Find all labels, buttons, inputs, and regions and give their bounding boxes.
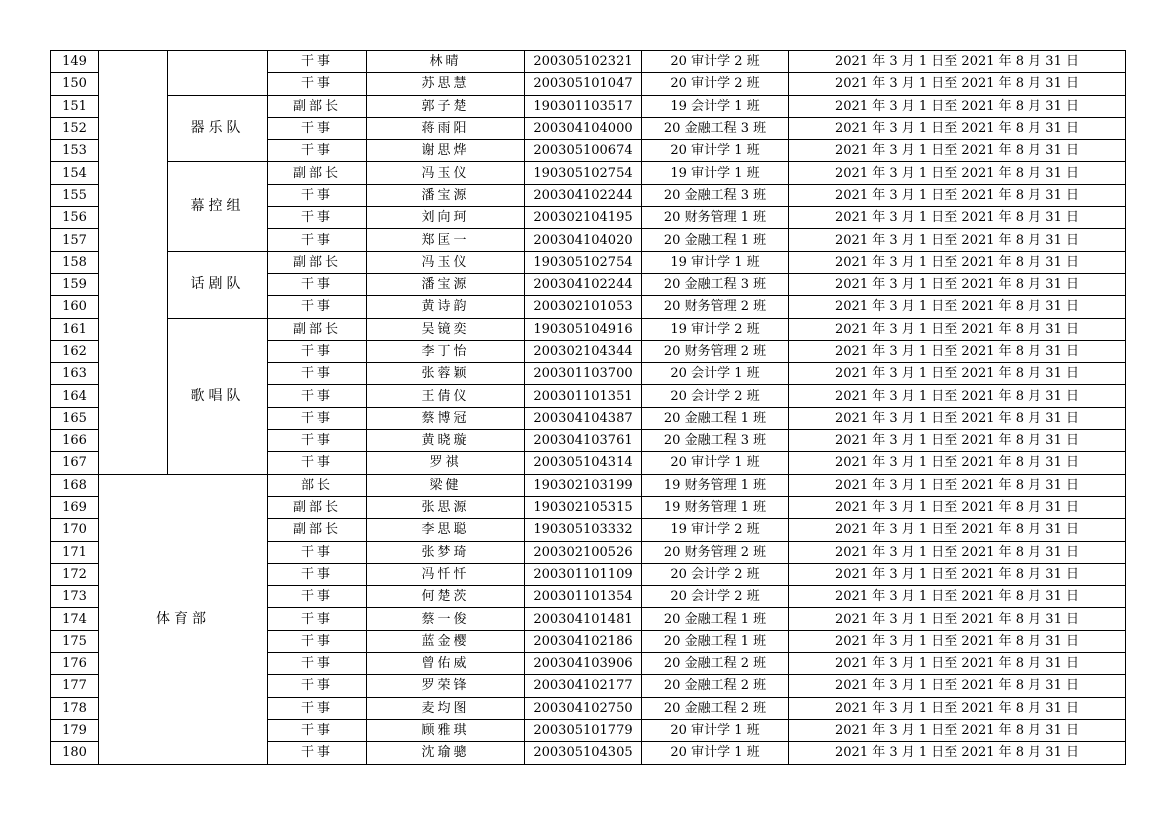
term-cell: 2021 年 3 月 1 日至 2021 年 8 月 31 日 <box>789 73 1126 95</box>
role-cell: 干事 <box>268 51 367 73</box>
student-id-cell: 200305101779 <box>525 719 642 741</box>
subgroup-cell: 歌唱队 <box>168 318 268 474</box>
student-id-cell: 200304104020 <box>525 229 642 251</box>
row-number: 161 <box>51 318 99 340</box>
student-id-cell: 200304102244 <box>525 184 642 206</box>
class-cell: 20 财务管理 2 班 <box>642 296 789 318</box>
student-id-cell: 200301101354 <box>525 586 642 608</box>
name-cell: 黄晓璇 <box>367 430 525 452</box>
row-number: 165 <box>51 407 99 429</box>
row-number: 152 <box>51 117 99 139</box>
name-cell: 吴镜奕 <box>367 318 525 340</box>
row-number: 166 <box>51 430 99 452</box>
name-cell: 刘向珂 <box>367 207 525 229</box>
row-number: 178 <box>51 697 99 719</box>
student-id-cell: 200304104000 <box>525 117 642 139</box>
table-row <box>51 318 1126 340</box>
row-number: 173 <box>51 586 99 608</box>
term-cell: 2021 年 3 月 1 日至 2021 年 8 月 31 日 <box>789 407 1126 429</box>
row-number: 155 <box>51 184 99 206</box>
student-id-cell: 200304104387 <box>525 407 642 429</box>
role-cell: 干事 <box>268 452 367 474</box>
term-cell: 2021 年 3 月 1 日至 2021 年 8 月 31 日 <box>789 251 1126 273</box>
role-cell: 副部长 <box>268 519 367 541</box>
name-cell: 李丁怡 <box>367 340 525 362</box>
name-cell: 麦均图 <box>367 697 525 719</box>
class-cell: 20 金融工程 1 班 <box>642 608 789 630</box>
term-cell: 2021 年 3 月 1 日至 2021 年 8 月 31 日 <box>789 95 1126 117</box>
term-cell: 2021 年 3 月 1 日至 2021 年 8 月 31 日 <box>789 430 1126 452</box>
term-cell: 2021 年 3 月 1 日至 2021 年 8 月 31 日 <box>789 697 1126 719</box>
term-cell: 2021 年 3 月 1 日至 2021 年 8 月 31 日 <box>789 385 1126 407</box>
role-cell: 副部长 <box>268 318 367 340</box>
class-cell: 20 金融工程 1 班 <box>642 407 789 429</box>
student-id-cell: 200301101109 <box>525 563 642 585</box>
role-cell: 干事 <box>268 363 367 385</box>
term-cell: 2021 年 3 月 1 日至 2021 年 8 月 31 日 <box>789 563 1126 585</box>
role-cell: 干事 <box>268 229 367 251</box>
student-id-cell: 190302103199 <box>525 474 642 496</box>
class-cell: 20 审计学 1 班 <box>642 452 789 474</box>
student-id-cell: 200305104305 <box>525 742 642 764</box>
role-cell: 副部长 <box>268 251 367 273</box>
class-cell: 20 金融工程 3 班 <box>642 273 789 295</box>
student-id-cell: 200305101047 <box>525 73 642 95</box>
student-id-cell: 200302101053 <box>525 296 642 318</box>
term-cell: 2021 年 3 月 1 日至 2021 年 8 月 31 日 <box>789 541 1126 563</box>
class-cell: 19 财务管理 1 班 <box>642 474 789 496</box>
row-number: 160 <box>51 296 99 318</box>
subgroup-cell <box>168 51 268 96</box>
name-cell: 梁健 <box>367 474 525 496</box>
department-cell: 体育部 <box>99 474 268 764</box>
role-cell: 干事 <box>268 719 367 741</box>
class-cell: 20 审计学 2 班 <box>642 51 789 73</box>
row-number: 169 <box>51 496 99 518</box>
student-id-cell: 190305102754 <box>525 251 642 273</box>
row-number: 151 <box>51 95 99 117</box>
term-cell: 2021 年 3 月 1 日至 2021 年 8 月 31 日 <box>789 273 1126 295</box>
class-cell: 19 审计学 2 班 <box>642 519 789 541</box>
role-cell: 干事 <box>268 653 367 675</box>
term-cell: 2021 年 3 月 1 日至 2021 年 8 月 31 日 <box>789 719 1126 741</box>
term-cell: 2021 年 3 月 1 日至 2021 年 8 月 31 日 <box>789 496 1126 518</box>
row-number: 164 <box>51 385 99 407</box>
student-id-cell: 200304102177 <box>525 675 642 697</box>
class-cell: 20 会计学 2 班 <box>642 385 789 407</box>
class-cell: 20 金融工程 3 班 <box>642 184 789 206</box>
term-cell: 2021 年 3 月 1 日至 2021 年 8 月 31 日 <box>789 162 1126 184</box>
name-cell: 沈瑜骢 <box>367 742 525 764</box>
student-id-cell: 200305104314 <box>525 452 642 474</box>
class-cell: 20 财务管理 1 班 <box>642 207 789 229</box>
name-cell: 郭子楚 <box>367 95 525 117</box>
name-cell: 曾佑威 <box>367 653 525 675</box>
term-cell: 2021 年 3 月 1 日至 2021 年 8 月 31 日 <box>789 608 1126 630</box>
class-cell: 20 金融工程 3 班 <box>642 117 789 139</box>
term-cell: 2021 年 3 月 1 日至 2021 年 8 月 31 日 <box>789 630 1126 652</box>
class-cell: 20 金融工程 3 班 <box>642 430 789 452</box>
term-cell: 2021 年 3 月 1 日至 2021 年 8 月 31 日 <box>789 318 1126 340</box>
name-cell: 蓝金樱 <box>367 630 525 652</box>
row-number: 172 <box>51 563 99 585</box>
term-cell: 2021 年 3 月 1 日至 2021 年 8 月 31 日 <box>789 184 1126 206</box>
role-cell: 干事 <box>268 563 367 585</box>
class-cell: 20 会计学 2 班 <box>642 586 789 608</box>
table-row <box>51 95 1126 117</box>
role-cell: 干事 <box>268 407 367 429</box>
role-cell: 干事 <box>268 207 367 229</box>
student-id-cell: 200304101481 <box>525 608 642 630</box>
row-number: 170 <box>51 519 99 541</box>
class-cell: 19 审计学 1 班 <box>642 162 789 184</box>
name-cell: 何楚茨 <box>367 586 525 608</box>
name-cell: 蔡博冠 <box>367 407 525 429</box>
role-cell: 副部长 <box>268 162 367 184</box>
row-number: 163 <box>51 363 99 385</box>
term-cell: 2021 年 3 月 1 日至 2021 年 8 月 31 日 <box>789 474 1126 496</box>
row-number: 149 <box>51 51 99 73</box>
class-cell: 19 财务管理 1 班 <box>642 496 789 518</box>
term-cell: 2021 年 3 月 1 日至 2021 年 8 月 31 日 <box>789 207 1126 229</box>
term-cell: 2021 年 3 月 1 日至 2021 年 8 月 31 日 <box>789 229 1126 251</box>
row-number: 180 <box>51 742 99 764</box>
student-id-cell: 190301103517 <box>525 95 642 117</box>
row-number: 158 <box>51 251 99 273</box>
row-number: 167 <box>51 452 99 474</box>
name-cell: 张思源 <box>367 496 525 518</box>
name-cell: 黄诗韵 <box>367 296 525 318</box>
role-cell: 干事 <box>268 675 367 697</box>
class-cell: 20 金融工程 2 班 <box>642 675 789 697</box>
term-cell: 2021 年 3 月 1 日至 2021 年 8 月 31 日 <box>789 452 1126 474</box>
row-number: 168 <box>51 474 99 496</box>
name-cell: 潘宝源 <box>367 184 525 206</box>
student-id-cell: 200304103761 <box>525 430 642 452</box>
role-cell: 干事 <box>268 742 367 764</box>
class-cell: 20 金融工程 2 班 <box>642 653 789 675</box>
row-number: 175 <box>51 630 99 652</box>
row-number: 177 <box>51 675 99 697</box>
table-row <box>51 162 1126 184</box>
role-cell: 干事 <box>268 430 367 452</box>
row-number: 159 <box>51 273 99 295</box>
class-cell: 20 财务管理 2 班 <box>642 340 789 362</box>
role-cell: 干事 <box>268 586 367 608</box>
role-cell: 干事 <box>268 296 367 318</box>
department-cell <box>99 51 168 475</box>
row-number: 179 <box>51 719 99 741</box>
row-number: 150 <box>51 73 99 95</box>
name-cell: 张梦琦 <box>367 541 525 563</box>
row-number: 154 <box>51 162 99 184</box>
class-cell: 20 金融工程 1 班 <box>642 229 789 251</box>
term-cell: 2021 年 3 月 1 日至 2021 年 8 月 31 日 <box>789 653 1126 675</box>
name-cell: 冯玉仪 <box>367 162 525 184</box>
name-cell: 冯玉仪 <box>367 251 525 273</box>
class-cell: 20 审计学 1 班 <box>642 140 789 162</box>
role-cell: 干事 <box>268 541 367 563</box>
student-id-cell: 190305103332 <box>525 519 642 541</box>
role-cell: 副部长 <box>268 496 367 518</box>
student-id-cell: 200302104195 <box>525 207 642 229</box>
row-number: 176 <box>51 653 99 675</box>
class-cell: 20 审计学 2 班 <box>642 73 789 95</box>
term-cell: 2021 年 3 月 1 日至 2021 年 8 月 31 日 <box>789 586 1126 608</box>
term-cell: 2021 年 3 月 1 日至 2021 年 8 月 31 日 <box>789 51 1126 73</box>
row-number: 157 <box>51 229 99 251</box>
student-id-cell: 200302104344 <box>525 340 642 362</box>
role-cell: 干事 <box>268 117 367 139</box>
name-cell: 谢思烨 <box>367 140 525 162</box>
class-cell: 20 审计学 1 班 <box>642 742 789 764</box>
student-id-cell: 200304103906 <box>525 653 642 675</box>
class-cell: 20 金融工程 2 班 <box>642 697 789 719</box>
class-cell: 19 审计学 1 班 <box>642 251 789 273</box>
student-id-cell: 190302105315 <box>525 496 642 518</box>
role-cell: 干事 <box>268 73 367 95</box>
role-cell: 干事 <box>268 608 367 630</box>
name-cell: 王倩仪 <box>367 385 525 407</box>
class-cell: 20 会计学 2 班 <box>642 563 789 585</box>
table-row <box>51 51 1126 73</box>
class-cell: 19 审计学 2 班 <box>642 318 789 340</box>
role-cell: 干事 <box>268 140 367 162</box>
term-cell: 2021 年 3 月 1 日至 2021 年 8 月 31 日 <box>789 675 1126 697</box>
student-id-cell: 200301103700 <box>525 363 642 385</box>
term-cell: 2021 年 3 月 1 日至 2021 年 8 月 31 日 <box>789 117 1126 139</box>
row-number: 153 <box>51 140 99 162</box>
table-row <box>51 251 1126 273</box>
student-id-cell: 200305102321 <box>525 51 642 73</box>
name-cell: 罗祺 <box>367 452 525 474</box>
roster-table <box>50 50 1126 765</box>
row-number: 162 <box>51 340 99 362</box>
role-cell: 干事 <box>268 697 367 719</box>
class-cell: 20 财务管理 2 班 <box>642 541 789 563</box>
class-cell: 20 会计学 1 班 <box>642 363 789 385</box>
subgroup-cell: 幕控组 <box>168 162 268 251</box>
name-cell: 罗荣锋 <box>367 675 525 697</box>
term-cell: 2021 年 3 月 1 日至 2021 年 8 月 31 日 <box>789 340 1126 362</box>
role-cell: 部长 <box>268 474 367 496</box>
role-cell: 干事 <box>268 630 367 652</box>
student-id-cell: 200304102186 <box>525 630 642 652</box>
student-id-cell: 200301101351 <box>525 385 642 407</box>
subgroup-cell: 器乐队 <box>168 95 268 162</box>
term-cell: 2021 年 3 月 1 日至 2021 年 8 月 31 日 <box>789 140 1126 162</box>
role-cell: 干事 <box>268 273 367 295</box>
table-row <box>51 474 1126 496</box>
role-cell: 干事 <box>268 340 367 362</box>
name-cell: 蔡一俊 <box>367 608 525 630</box>
name-cell: 林晴 <box>367 51 525 73</box>
name-cell: 顾雅琪 <box>367 719 525 741</box>
term-cell: 2021 年 3 月 1 日至 2021 年 8 月 31 日 <box>789 296 1126 318</box>
row-number: 156 <box>51 207 99 229</box>
subgroup-cell: 话剧队 <box>168 251 268 318</box>
student-id-cell: 190305102754 <box>525 162 642 184</box>
student-id-cell: 200304102244 <box>525 273 642 295</box>
name-cell: 冯忏忏 <box>367 563 525 585</box>
row-number: 174 <box>51 608 99 630</box>
name-cell: 张蓉颖 <box>367 363 525 385</box>
role-cell: 干事 <box>268 184 367 206</box>
name-cell: 苏思慧 <box>367 73 525 95</box>
student-id-cell: 200304102750 <box>525 697 642 719</box>
student-id-cell: 190305104916 <box>525 318 642 340</box>
class-cell: 20 审计学 1 班 <box>642 719 789 741</box>
class-cell: 19 会计学 1 班 <box>642 95 789 117</box>
role-cell: 副部长 <box>268 95 367 117</box>
student-id-cell: 200302100526 <box>525 541 642 563</box>
name-cell: 蒋雨阳 <box>367 117 525 139</box>
role-cell: 干事 <box>268 385 367 407</box>
name-cell: 郑匡一 <box>367 229 525 251</box>
class-cell: 20 金融工程 1 班 <box>642 630 789 652</box>
name-cell: 李思聪 <box>367 519 525 541</box>
term-cell: 2021 年 3 月 1 日至 2021 年 8 月 31 日 <box>789 363 1126 385</box>
name-cell: 潘宝源 <box>367 273 525 295</box>
row-number: 171 <box>51 541 99 563</box>
student-id-cell: 200305100674 <box>525 140 642 162</box>
term-cell: 2021 年 3 月 1 日至 2021 年 8 月 31 日 <box>789 519 1126 541</box>
term-cell: 2021 年 3 月 1 日至 2021 年 8 月 31 日 <box>789 742 1126 764</box>
